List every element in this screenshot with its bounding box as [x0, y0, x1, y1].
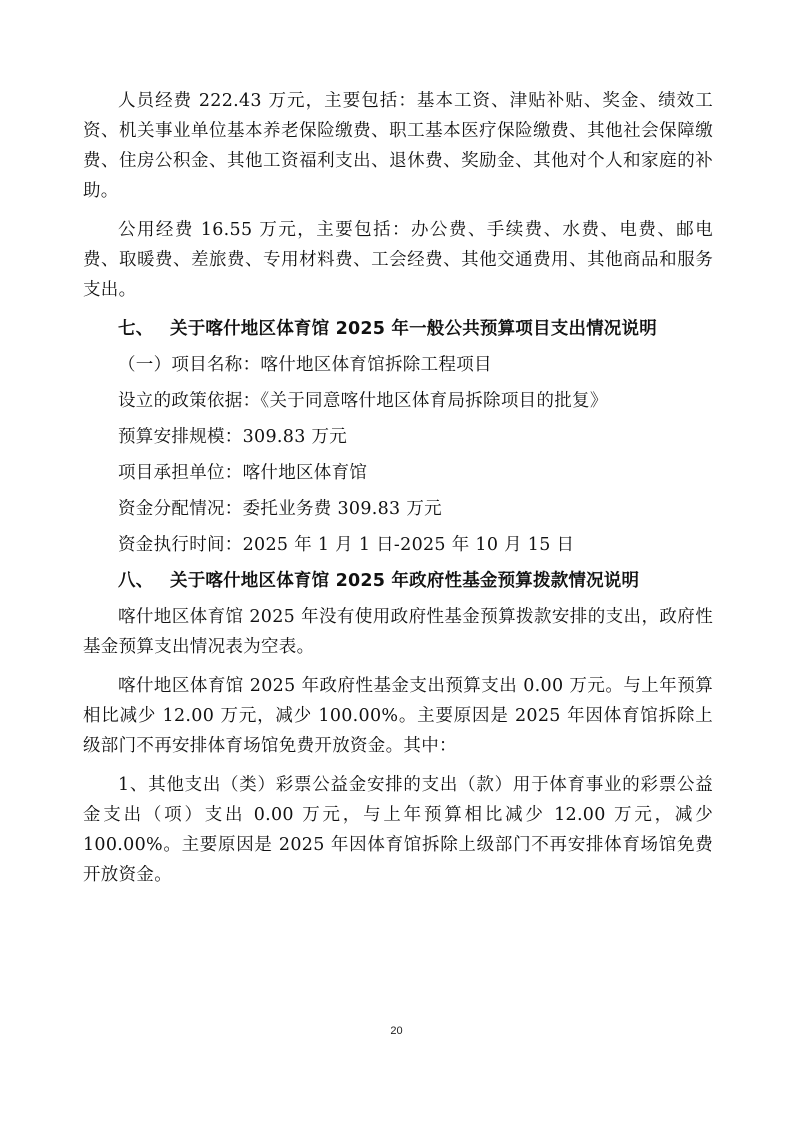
personnel-expenses-paragraph: 人员经费 222.43 万元，主要包括：基本工资、津贴补贴、奖金、绩效工资、机关事业单位基本养老保险缴费、职工基本医疗保险缴费、其他社会保障缴费、住房公积金、其他工资福利支出、退休费、奖励金、其他对个人和家庭的补助。: [83, 91, 713, 201]
section-8-title: 关于喀什地区体育馆 2025 年政府性基金预算拨款情况说明: [170, 571, 640, 591]
fund-allocation: 资金分配情况：委托业务费 309.83 万元: [118, 499, 442, 519]
section-7-heading: [83, 314, 713, 344]
budget-scale: 预算安排规模：309.83 万元: [118, 427, 348, 447]
page-content: [83, 86, 713, 890]
section-8-paragraph-2: 喀什地区体育馆 2025 年政府性基金支出预算支出 0.00 万元。与上年预算相比减少 12.00 万元，减少 100.00%。主要原因是 2025 年因体育馆拆除上级部门不再安排体育场馆免费开放资金。其中：: [83, 676, 713, 756]
section-8-paragraph-3: 1、其他支出（类）彩票公益金安排的支出（款）用于体育事业的彩票公益金支出（项）支出 0.00 万元，与上年预算相比减少 12.00 万元，减少 100.00%。主要原因是 2025 年因体育馆拆除上级部门不再安排体育场馆免费开放资金。: [83, 775, 713, 885]
fund-execution-time: 资金执行时间：2025 年 1 月 1 日-2025 年 10 月 15 日: [118, 535, 575, 555]
public-expenses-paragraph: 公用经费 16.55 万元，主要包括：办公费、手续费、水费、电费、邮电费、取暖费、差旅费、专用材料费、工会经费、其他交通费用、其他商品和服务支出。: [83, 220, 713, 300]
section-8-paragraph-1: 喀什地区体育馆 2025 年没有使用政府性基金预算拨款安排的支出，政府性基金预算支出情况表为空表。: [83, 607, 713, 657]
project-undertaker: 项目承担单位：喀什地区体育馆: [118, 463, 368, 483]
policy-basis: 设立的政策依据：《关于同意喀什地区体育局拆除项目的批复》: [118, 391, 608, 411]
page-number: 20: [390, 1025, 403, 1037]
project-name: （一）项目名称：喀什地区体育馆拆除工程项目: [118, 355, 492, 375]
section-7-number: 七、: [118, 319, 154, 339]
section-8-number: 八、: [118, 571, 154, 591]
section-7-title: 关于喀什地区体育馆 2025 年一般公共预算项目支出情况说明: [170, 319, 657, 339]
section-8-heading: [83, 566, 713, 596]
